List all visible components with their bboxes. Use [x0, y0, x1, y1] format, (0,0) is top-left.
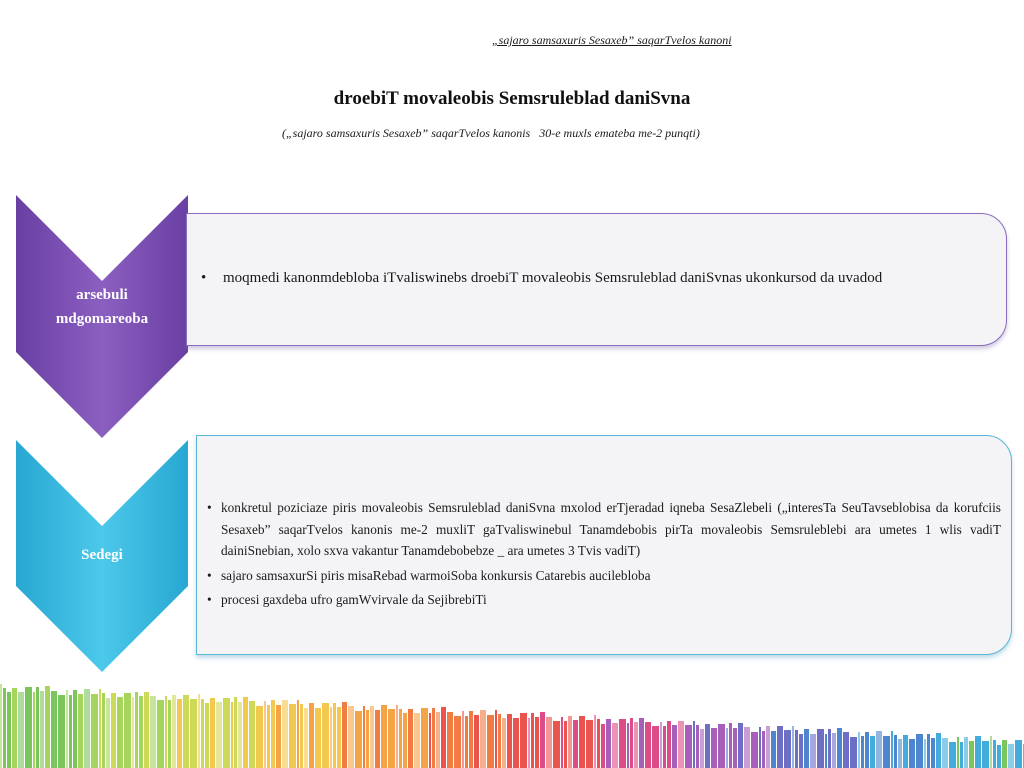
barcode-stripe — [315, 708, 321, 768]
barcode-stripe — [36, 687, 39, 768]
barcode-stripe — [597, 719, 600, 768]
barcode-stripe — [870, 736, 875, 768]
barcode-stripe — [238, 702, 242, 768]
barcode-stripe — [792, 726, 794, 768]
barcode-stripe — [964, 737, 968, 768]
barcode-stripe — [40, 691, 44, 768]
barcode-stripe — [363, 706, 365, 768]
barcode-stripe — [183, 695, 189, 768]
barcode-stripe — [630, 718, 633, 768]
barcode-stripe — [718, 724, 725, 768]
barcode-stripe — [210, 698, 215, 768]
barcode-stripe — [0, 684, 2, 768]
barcode-stripe — [177, 699, 182, 768]
barcode-stripe — [1008, 744, 1014, 768]
barcode-stripe — [528, 718, 530, 768]
barcode-stripe — [205, 703, 209, 768]
barcode-stripe — [1002, 740, 1007, 768]
barcode-stripe — [594, 715, 596, 768]
barcode-stripe — [876, 731, 882, 768]
barcode-stripe — [817, 729, 824, 768]
barcode-stripe — [627, 723, 629, 768]
barcode-stripe — [234, 697, 237, 768]
barcode-stripe — [165, 696, 167, 768]
barcode-stripe — [135, 692, 138, 768]
barcode-stripe — [300, 704, 303, 768]
barcode-stripe — [454, 716, 461, 768]
barcode-stripe — [190, 699, 197, 768]
barcode-stripe — [865, 732, 869, 768]
barcode-stripe — [678, 721, 684, 768]
barcode-stripe — [256, 706, 263, 768]
barcode-stripe — [322, 703, 329, 768]
barcode-stripe — [1015, 740, 1022, 768]
barcode-stripe — [342, 702, 347, 768]
current-state-label-line1: arsebuli — [76, 287, 128, 303]
barcode-stripe — [685, 725, 692, 768]
barcode-stripe — [91, 694, 98, 768]
barcode-stripe — [535, 717, 539, 768]
barcode-stripe — [799, 734, 803, 768]
barcode-stripe — [586, 720, 593, 768]
barcode-stripe — [960, 742, 963, 768]
barcode-stripe — [711, 728, 717, 768]
barcode-stripe — [672, 725, 677, 768]
current-state-panel — [186, 213, 1007, 346]
barcode-stripe — [271, 700, 275, 768]
barcode-stripe — [909, 739, 915, 768]
barcode-stripe — [480, 710, 486, 768]
current-state-label — [16, 283, 188, 331]
list-item: • procesi gaxdeba ufro gamWvirvale da SejibrebiTi — [207, 589, 1001, 611]
barcode-stripe — [652, 726, 659, 768]
barcode-stripe — [810, 734, 816, 768]
result-label: Sedegi — [81, 547, 123, 563]
barcode-stripe — [667, 721, 671, 768]
barcode-stripe — [738, 723, 743, 768]
barcode-stripe — [990, 736, 992, 768]
barcode-stripe — [139, 696, 143, 768]
barcode-stripe — [561, 717, 563, 768]
barcode-stripe — [33, 692, 35, 768]
barcode-stripe — [693, 721, 695, 768]
barcode-stripe — [645, 722, 651, 768]
barcode-stripe — [927, 734, 930, 768]
barcode-stripe — [898, 739, 902, 768]
barcode-stripe — [784, 730, 791, 768]
barcode-stripe — [3, 688, 6, 768]
barcode-stripe — [891, 731, 893, 768]
barcode-stripe — [531, 713, 534, 768]
barcode-stripe — [375, 710, 380, 768]
barcode-stripe — [733, 728, 737, 768]
barcode-stripe — [333, 703, 336, 768]
barcode-stripe — [502, 718, 506, 768]
barcode-stripe — [825, 734, 827, 768]
barcode-stripe — [619, 719, 626, 768]
barcode-stripe — [381, 705, 387, 768]
barcode-stripe — [157, 700, 164, 768]
barcode-stripe — [348, 706, 354, 768]
barcode-stripe — [546, 717, 552, 768]
barcode-stripe — [78, 694, 83, 768]
barcode-stripe — [759, 727, 761, 768]
barcode-stripe — [370, 706, 374, 768]
barcode-stripe — [861, 736, 864, 768]
barcode-stripe — [297, 700, 299, 768]
barcode-stripe — [573, 720, 578, 768]
barcode-stripe — [150, 696, 156, 768]
barcode-stripe — [111, 693, 116, 768]
barcode-stripe — [858, 732, 860, 768]
barcode-stripe — [766, 726, 770, 768]
barcode-stripe — [168, 700, 171, 768]
barcode-stripe — [25, 687, 32, 768]
barcode-stripe — [66, 690, 68, 768]
barcode-stripe — [304, 708, 308, 768]
barcode-stripe — [106, 698, 110, 768]
barcode-stripe — [982, 741, 989, 768]
barcode-stripe — [243, 697, 248, 768]
barcode-stripe — [568, 716, 572, 768]
barcode-stripe — [564, 721, 567, 768]
barcode-stripe — [7, 692, 11, 768]
barcode-stripe — [936, 733, 941, 768]
barcode-stripe — [84, 689, 90, 768]
list-item: • konkretul poziciaze piris movaleobis Semsruleblad daniSvna mxolod erTjeradad iqneba SesaZlebeli („interesTa SeuTavseblobisa da korufciis Sesaxeb” saqarTvelos kanonis me-2 muxliT gaTvaliswinebul Tanamdebobis pirTa movaleobis Semsruleblebi ara umetes 1 wlis vadiT dainiSnebian, xolo sxva vakantur Tanamdebobebze _ ara umetes 3 Tvis vadiT) — [207, 497, 1001, 562]
barcode-stripe — [601, 724, 605, 768]
barcode-stripe — [172, 695, 176, 768]
barcode-stripe — [267, 705, 270, 768]
barcode-stripe — [465, 716, 468, 768]
barcode-stripe — [117, 697, 123, 768]
barcode-stripe — [498, 714, 501, 768]
barcode-stripe — [949, 742, 956, 768]
barcode-stripe — [751, 732, 758, 768]
barcode-stripe — [903, 735, 908, 768]
barcode-stripe — [850, 737, 857, 768]
barcode-stripe — [606, 719, 611, 768]
barcode-stripe — [843, 732, 849, 768]
barcode-stripe — [696, 725, 699, 768]
barcode-stripe — [639, 718, 644, 768]
barcode-stripe — [408, 709, 413, 768]
barcode-stripe — [403, 713, 407, 768]
barcode-stripe — [663, 726, 666, 768]
barcode-stripe — [69, 695, 72, 768]
list-item: • sajaro samsaxurSi piris misaRebad warmoiSoba konkursis Catarebis aucilebloba — [207, 565, 1001, 587]
barcode-stripe — [634, 722, 638, 768]
barcode-stripe — [429, 713, 431, 768]
barcode-stripe — [309, 703, 314, 768]
barcode-stripe — [837, 728, 842, 768]
decorative-barcode-footer — [0, 676, 1024, 768]
barcode-stripe — [73, 690, 77, 768]
page-title: droebiT movaleobis Semsruleblad daniSvna — [333, 88, 691, 109]
barcode-stripe — [795, 730, 798, 768]
result-bullets — [207, 497, 1001, 614]
current-state-chevron — [16, 195, 188, 438]
barcode-stripe — [474, 715, 479, 768]
barcode-stripe — [198, 694, 200, 768]
barcode-stripe — [396, 705, 398, 768]
barcode-stripe — [102, 693, 105, 768]
barcode-stripe — [804, 729, 809, 768]
barcode-stripe — [45, 686, 50, 768]
barcode-stripe — [957, 737, 959, 768]
barcode-stripe — [388, 709, 395, 768]
barcode-stripe — [726, 728, 728, 768]
barcode-stripe — [124, 693, 131, 768]
barcode-stripe — [264, 701, 266, 768]
barcode-stripe — [924, 739, 926, 768]
barcode-stripe — [744, 727, 750, 768]
barcode-stripe — [828, 729, 831, 768]
law-reference-note: „sajaro samsaxuris Sesaxeb” saqarTvelos kanoni — [492, 33, 732, 47]
barcode-stripe — [993, 740, 996, 768]
barcode-stripe — [771, 731, 776, 768]
barcode-stripe — [729, 723, 732, 768]
list-item: • moqmedi kanonmdebloba iTvaliswinebs droebiT movaleobis Semsruleblad daniSvnas ukonkursod da uvadod — [201, 270, 988, 287]
barcode-stripe — [366, 710, 369, 768]
barcode-stripe — [58, 695, 65, 768]
barcode-stripe — [487, 715, 494, 768]
barcode-stripe — [705, 724, 710, 768]
barcode-stripe — [414, 713, 420, 768]
barcode-stripe — [201, 699, 204, 768]
barcode-stripe — [513, 718, 519, 768]
barcode-stripe — [553, 721, 560, 768]
barcode-stripe — [12, 688, 17, 768]
barcode-stripe — [495, 710, 497, 768]
current-state-label-line2: mdgomareoba — [55, 311, 149, 327]
barcode-stripe — [355, 711, 362, 768]
barcode-stripe — [447, 712, 453, 768]
barcode-stripe — [507, 714, 512, 768]
barcode-stripe — [469, 711, 473, 768]
barcode-stripe — [99, 689, 101, 768]
barcode-stripe — [216, 702, 222, 768]
barcode-stripe — [462, 711, 464, 768]
barcode-stripe — [762, 731, 765, 768]
barcode-stripe — [832, 733, 836, 768]
barcode-stripe — [520, 713, 527, 768]
barcode-stripe — [330, 707, 332, 768]
barcode-stripe — [132, 697, 134, 768]
barcode-stripe — [997, 745, 1001, 768]
barcode-stripe — [223, 698, 230, 768]
barcode-stripe — [144, 692, 149, 768]
barcode-stripe — [421, 708, 428, 768]
barcode-stripe — [540, 712, 545, 768]
barcode-stripe — [931, 738, 935, 768]
barcode-stripe — [231, 702, 233, 768]
page-subtitle: („sajaro samsaxuris Sesaxeb” saqarTvelos kanonis 30-e muxls emateba me-2 punqti) — [282, 126, 700, 140]
barcode-stripe — [282, 700, 288, 768]
barcode-stripe — [612, 723, 618, 768]
barcode-stripe — [660, 722, 662, 768]
barcode-stripe — [969, 741, 974, 768]
barcode-stripe — [579, 716, 585, 768]
current-state-bullets — [201, 270, 988, 287]
barcode-stripe — [432, 708, 435, 768]
barcode-stripe — [916, 734, 923, 768]
barcode-stripe — [441, 707, 446, 768]
barcode-stripe — [942, 738, 948, 768]
result-panel — [196, 435, 1012, 655]
barcode-stripe — [276, 705, 281, 768]
barcode-stripe — [436, 712, 440, 768]
result-chevron — [16, 440, 188, 672]
barcode-stripe — [289, 704, 296, 768]
barcode-stripe — [18, 692, 24, 768]
barcode-stripe — [399, 709, 402, 768]
barcode-stripe — [700, 729, 704, 768]
barcode-stripe — [883, 736, 890, 768]
barcode-stripe — [894, 735, 897, 768]
barcode-stripe — [51, 691, 57, 768]
barcode-stripe — [975, 736, 981, 768]
barcode-stripe — [337, 707, 341, 768]
barcode-stripe — [249, 701, 255, 768]
barcode-stripe — [777, 726, 783, 768]
